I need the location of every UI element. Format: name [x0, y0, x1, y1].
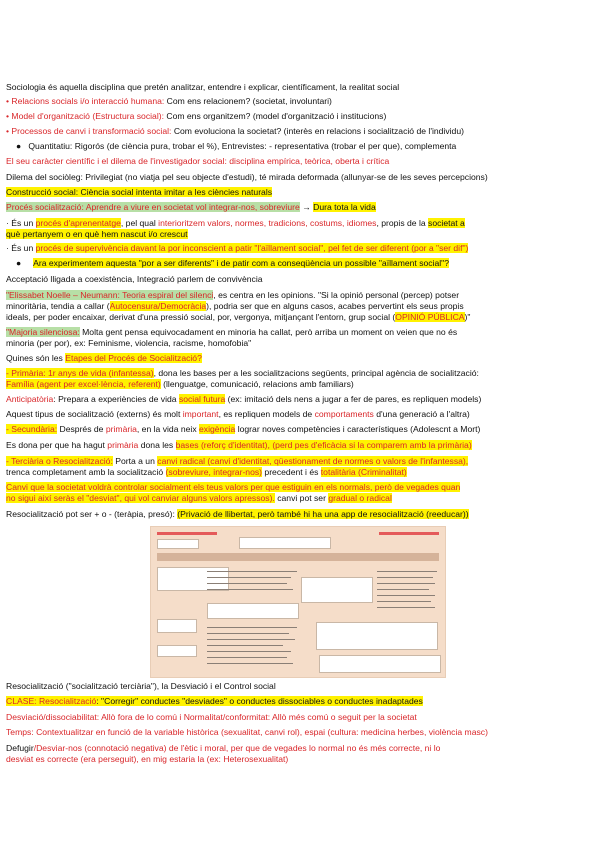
- figure-text-line: [377, 607, 435, 608]
- silent-majority-2: minoria (per por), ex: Feminisme, violencia, racisme, homofobia": [6, 338, 252, 348]
- noelle-neumann-3: ideals, per poder encaixar, derivat d'una pressió social, por, vergonya, mitjançant l'entorn, grup social (OPINIÓ PÚBLICA)": [6, 312, 471, 322]
- figure-text-line: [207, 663, 293, 664]
- figure-text-line: [207, 639, 295, 640]
- social-control-2: no sigui així seràs el "desviat", qui vol canviar alguns valors apressos). canvi pot ser gradual o radical: [6, 493, 392, 503]
- figure-header-bar: [157, 553, 439, 561]
- secondary-stage: - Secundària: Després de primària, en la vida neix exigència lograr noves competències i característiques (Adolescnt a Mort): [6, 424, 481, 434]
- figure-box: [207, 603, 299, 619]
- bullet-model: • Model d'organització (Estructura social): Com ens organitzem? (model d'organització i institucions): [6, 111, 592, 121]
- slide-figure: [150, 526, 446, 678]
- noelle-neumann-1: "Elissabet Noelle – Neumann: Teoria espiral del silenci, es centra en les opinions. "Si la opinió personal (percep) potser: [6, 290, 460, 300]
- anticipatory: Anticipatòria: Prepara a experiències de vida social futura (ex: imitació dels nens a jugar a fer de pares, es repliquen models): [6, 394, 482, 404]
- figure-text-line: [377, 595, 435, 596]
- figure-box: [301, 577, 373, 603]
- figure-red-bar: [379, 532, 439, 535]
- deviate-2: desviat es correcte (era perseguit), en mig estaria la (ex: Heterosexualitat): [6, 754, 289, 764]
- stages-question: Quines són les Etapes del Procés de Socialització?: [6, 353, 202, 363]
- figure-text-line: [207, 583, 287, 584]
- figure-box: [239, 537, 331, 549]
- deviation-definition: Desviació/dissociabilitat: Allò fora de lo comú i Normalitat/conformitat: Allò més comú o seguit per la societat: [6, 712, 417, 722]
- figure-box: [316, 622, 438, 650]
- figure-text-line: [377, 601, 431, 602]
- learning-process-1: · És un procés d'aprenentatge, pel qual interioritzem valors, normes, tradicions, costums, idiomes, propis de la societat a: [6, 218, 465, 228]
- learning-process-2: què pertanyem o en què hem nascut i/o crescut: [6, 229, 188, 239]
- figure-red-bar: [157, 532, 217, 535]
- figure-text-line: [377, 571, 437, 572]
- figure-box: [319, 655, 441, 673]
- intro-definition: Sociologia és aquella disciplina que pretén analitzar, entendre i explicar, científicament, la realitat social: [6, 82, 400, 92]
- bullet-quantitatiu: ● Quantitatiu: Rigorós (de ciència pura, trobar el %), Entrevistes: - representativa (trobar el per que), complementa: [16, 141, 457, 151]
- secondary-basis: Es dona per que ha hagut primària dona les bases (reforç d'identitat), (perd pes d'eficàcia si la comparem amb la primària): [6, 440, 472, 450]
- figure-text-line: [207, 571, 297, 572]
- bullet-processos: • Processos de canvi i transformació social: Com evoluciona la societat? (interès en relacions i socialització de l'individu): [6, 126, 592, 136]
- primary-stage-1: - Primària: 1r anys de vida (infantessa), dona les bases per a les socialitzacions següents, principal agència de socialització:: [6, 368, 479, 378]
- figure-text-line: [207, 589, 293, 590]
- bullet-relacions: • Relacions socials i/o interacció humana: Com ens relacionem? (societat, involuntari): [6, 96, 592, 106]
- social-construction: Construcció social: Ciència social intenta imitar a les ciències naturals: [6, 187, 273, 197]
- figure-text-line: [377, 589, 429, 590]
- noelle-neumann-2: minoritària, tendia a callar (Autocensura/Democràcia), podria ser que en alguns casos, acabes pervertint els seus propis: [6, 301, 464, 311]
- figure-text-line: [377, 577, 433, 578]
- primary-stage-2: Família (agent per excel·lència, referent) (llenguatge, comunicació, relacions amb familiars): [6, 379, 354, 389]
- socialization-process: Procés socialització: Aprendre a viure en societat vol integrar-nos, sobreviure → Dura tota la vida: [6, 202, 376, 212]
- deviate-1: Defugir/Desviar-nos (connotació negativa) de l'ètic i moral, per que de vegades lo normal no és més correcte, ni lo: [6, 743, 441, 753]
- resocialization-title: Resocialització ("socialització terciària"), la Desviació i el Control social: [6, 681, 276, 691]
- bullet-dot-icon: ●: [16, 141, 29, 151]
- resocialization-types: Resocialització pot ser + o - (teràpia, presó): (Privació de llibertat, però també hi ha una app de resocialització (reeducar)): [6, 509, 469, 519]
- figure-box: [157, 619, 197, 633]
- class-resocialization: CLASE: Resocialització: "Corregir" conductes "desviades" o conductes dissociables o conductes inadaptades: [6, 696, 423, 706]
- figure-text-line: [207, 657, 287, 658]
- figure-text-line: [207, 651, 291, 652]
- scientific-dilemma: El seu caràcter científic i el dilema de l'investigador social: disciplina empírica, teòrica, oberta i crítica: [6, 156, 390, 166]
- bullet-dot-icon: ●: [16, 258, 34, 268]
- tertiary-stage-1: - Terciària o Resocialització: Porta a un canvi radical (canvi d'identitat, qüestionament de normes o valors de l'infantessa),: [6, 456, 469, 466]
- figure-box: [157, 539, 199, 549]
- tertiary-stage-2: trenca completament amb la socialització (sobreviure, integrar-nos) precedent i és totalitària (Criminalitat): [6, 467, 407, 477]
- fear-question: ● Ara experimentem aquesta "por a ser diferents" i de patir com a conseqüència un possible "aïllament social"?: [16, 258, 449, 268]
- figure-text-line: [207, 633, 289, 634]
- silent-majority-1: "Majoria silenciosa: Molta gent pensa equivocadament en minoria ha callat, però arriba un moment on veien que no és: [6, 327, 458, 337]
- figure-text-line: [207, 627, 297, 628]
- sociolog-dilemma: Dilema del sociòleg: Privilegiat (no viatja pel seu objecte d'estudi), té mirada deformada (allunyar-se de les seves percepcions): [6, 172, 488, 182]
- figure-text-line: [207, 577, 291, 578]
- figure-box: [157, 645, 197, 657]
- time-context: Temps: Contextualitzar en funció de la variable històrica (sexualitat, canvi rol), espai (cultura: medicina herbes, violència masc): [6, 727, 488, 737]
- survival-process: · És un procés de supervivència davant la por inconscient a patir "l'aïllament social", pel fet de ser diferent (por a "ser dif"): [6, 243, 469, 253]
- figure-text-line: [207, 645, 283, 646]
- acceptance: Acceptació lligada a coexistència, Integració parlem de convivència: [6, 274, 263, 284]
- figure-text-line: [377, 583, 435, 584]
- external-socialization: Aquest tipus de socialització (externs) és molt important, es repliquen models de comportaments d'una generació a l'altra): [6, 409, 470, 419]
- social-control-1: Canvi que la societat voldrà controlar socialment els teus valors per que estiguin en els normals, però de vegades quan: [6, 482, 461, 492]
